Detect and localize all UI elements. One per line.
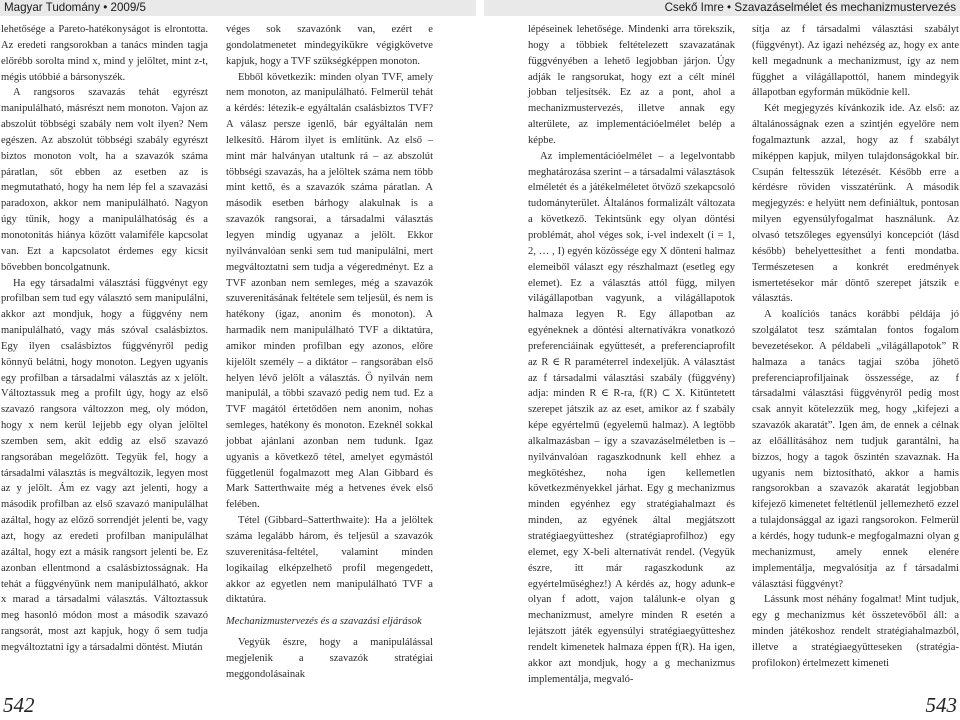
paragraph: A koalíciós tanács korábbi példája jó szolgálatot tesz számtalan fontos fogalom bevezetésekor. A példabeli „világállapotok” R halmaza a tanács tagjai szóba jöhető preferenciaprofiljainak összessége, az f társadalmi választási függvényről pedig most csak annyit kötelezzük meg, hogy „kifejezi a szavazók akaratát”. Igen ám, de ennek a célnak az előállításához nem tudjuk garantálni, ha bízzos, hogy a tagok őszintén szavaznak. Ha ugyanis nem biztosítható, akkor a hamis rangsorokban a szavazók akaratát legjobban kifejező kimenetet feltétlenül jellemezhető ezzel a tulajdonsággal az igazi rangsorokon. Felmerül a kérdés, hogy tudunk-e megfogalmazni olyan g mechanizmust, amely ennek elenére implementálja, megvalósítja az f társadalmi választási függvényt?: [752, 309, 959, 590]
paragraph: Az implementációelmélet – a legelvontabb meghatározása szerint – a társadalmi választások elméletét és a játékelméletet ötvöző szekapcsoló tudományterület. Általános formalizált változata a következő. Tekintsünk egy olyan döntési problémát, ahol véges sok, i-vel indexelt (i = 1, 2, … , I) egyén közössége egy X dönteni halmaz elemeiből választ egy részhalmazt (esetleg egy elemet). Ez a választás attól függ, milyen világállapotban vagyunk, a világállapotok halmaza legyen R. Egy állapotban az egyéneknek a döntési alternatívákra vonatkozó preferenciáinak együttesét, a preferenciaprofilt az R ∈ R paraméterrel indexeljük. A választást az f társadalmi választási szabály (függvény) adja: minden R ∈ R-ra, f(R) ⊂ X. Kitüntetett szerepet játszik az az eset, amikor az f szabály képe egyértelmű (egyelemű halmaz). A legtöbb alkalmazásban – így a szavazáselméletben is – nyilvánvalóan ragaszkodnunk kell ehhez a megkötéshez, noha igen kellemetlen következményekkel járhat. Egy g mechanizmus minden egyénhez egy stratégiahalmazt és minden, az egyének által megjátszott stratégiaegyütteshez (stratégiaprofilhoz) egy elemet, egy X-beli alternatívát rendel. (Vegyük észre, itt már ragaszkodunk az egyértelműséghez!) A kérdés az, hogy adunk-e olyan f adott, vajon találunk-e olyan g mechanizmust, amelyre minden R esetén a lejátszott játék egyensúlyi stratégiaegyütteshez rendelt kimenetek halmaza éppen f(R). Ha igen, akkor azt mondjuk, hogy a g mechanizmus implementálja, megvaló-: [528, 150, 735, 685]
paragraph: Ha egy társadalmi választási függvényt egy profilban sem tud egy választó sem manipulálni, akkor azt mondjuk, hogy a függvény nem manipulálható, vagy más szóval csalásbiztos. Egy ilyen csalásbiztos függvényről pedig könnyű belátni, hogy monoton. Legyen ugyanis egy profilban a társadalmi választás az x jelölt. Változtassuk meg a profilt úgy, hogy az első szavazó rangsora változzon meg, oly módon, hogy x nem kerül lejjebb egy olyan jelöltel szemben sem, akit eddig az első szavazó rangsorában megelőzött. Tegyük fel, hogy a társadalmi választás is megváltozik, legyen most az y jelölt. Ám ez vagy azt jelenti, hogy a második profilban az első szavazó manipulálhat azáltal, hogy az előző sorrendjét jelenti be, vagy azt, hogy az eredeti profilban manipulálhat azáltal, hogy ezt a másik rangsort jelenti be. Ez azonban ellentmond a csalásbiztosságnak. Ha tehát a függvényünk nem manipulálható, akkor x marad a társadalmi választás. Változtassuk meg hasonló módon most a második szavazó rangsorát, most azt kapjuk, hogy ő sem tudja megváltoztatni így a társadalmi döntést. Miután: [1, 277, 208, 653]
paragraph: lehetősége a Pareto-hatékonyságot is elrontotta. Az eredeti rangsorokban a tanács minden tagja előrébb sorolta mind x, mind y jelöltet, mint z-t, mégis utóbbié a bársonyszék.: [1, 24, 208, 83]
page-number-left: 542: [3, 693, 35, 717]
header-bar-right: [484, 0, 960, 16]
journal-header: Magyar Tudomány • 2009/5: [4, 1, 146, 14]
article-header: Csekő Imre • Szavazáselmélet és mechanizmustervezés: [664, 1, 956, 14]
text-column-2: [226, 22, 433, 680]
paragraph: sítja az f társadalmi választási szabályt (függvényt). Az igazi nehézség az, hogy ex ante kell megadnunk a mechanizmust, így az nem függhet a világállapottól, hanem mindegyik állapotban egyformán működnie kell.: [752, 24, 959, 99]
page-number-right: 543: [925, 693, 957, 717]
text-column-3: [528, 22, 735, 685]
theorem-paragraph: Tétel (Gibbard–Satterthwaite): Ha a jelöltek száma legalább három, és teljesül a szavazók szuverenitása-feltétel, valamint minden logikailag elképzelhető profil megengedett, akkor az egyetlen nem manipulálható TVF a diktatúra.: [226, 515, 433, 606]
header-bar-left: [0, 0, 476, 16]
paragraph: Ebből következik: minden olyan TVF, amely nem monoton, az manipulálható. Felmerül tehát a kérdés: létezik-e egyáltalán csalásbiztos TVF? A válasz persze igenlő, bár egyáltalán nem lelkesítő. Három ilyet is említünk. Az első – mint már halványan utaltunk rá – az abszolút többségi szavazás, ha a jelöltek száma nem több mint kettő, és a szavazók száma páratlan. A második esetben bárhogy alakulnak is a szavazók rangsorai, a társadalmi választás legyen mindig ugyanaz a jelölt. Ekkor nyilvánvalóan senki sem tud manipulálni, mert megváltoztatni sem tudja a végeredményt. Ez a TVF azonban nem semleges, még a szavazók szuverenitásának feltétele sem teljesül, és nem is hatékony (igaz, anonim és monoton). A harmadik nem manipulálható TVF a diktatúra, amikor minden profilban egy azonos, előre kijelölt személy – a diktátor – rangsorában első helyen lévő jelölt a választás. Ő nyilván nem manipulál, a többi szavazó pedig nem tud. Ez a TVF magától értetődően nem anonim, nohas semleges, hatékony és monoton. Ezeknél sokkal jobbat ajánlani azonban nem tudunk. Igaz ugyanis a következő tétel, amelyet egymástól függetlenül fogalmazott meg Alan Gibbard és Mark Satterthwaite még a hetvenes évek első felében.: [226, 71, 433, 511]
paragraph: Vegyük észre, hogy a manipulálással megjelenik a szavazók stratégiai meggondolásainak: [226, 637, 433, 680]
paragraph: Lássunk most néhány fogalmat! Mint tudjuk, egy g mechanizmus két összetevőből áll: a minden játékoshoz rendelt stratégiahalmazból, illetve a stratégiaegyütteseken (stratégia-profilokon) értelmezett kimeneti: [752, 594, 959, 669]
paragraph: A rangsoros szavazás tehát egyrészt manipulálható, másrészt nem monoton. Vajon az abszolút többségi szabály nem volt ilyen? Nem egészen. Az abszolút többségi szabály egyrészt biztos monoton volt, ha a szavazók száma páratlan, sőt ebben az esetben az is megmutatható, hogy ha nem lép fel a szavazási paradoxon, akkor nem manipulálható. Nagyon úgy tűnik, hogy a manipulálhatóság és a monotonitás hiánya között valamiféle kapcsolat van. Ezt a kapcsolatot érdemes egy kicsit bővebben boncolgatnunk.: [1, 87, 208, 273]
section-heading: Mechanizmustervezés és a szavazási eljárások: [226, 616, 422, 628]
paragraph: Két megjegyzés kívánkozik ide. Az első: az általánosságnak ezen a szintjén egyelőre nem fogalmaztunk azzal, hogy az f szabályt miképpen kapjuk, milyen tulajdonságokkal bír. Csupán feltesszük létezését. Később erre a kérdésre röviden visszatérünk. A második megjegyzés: e helyütt nem definiáltuk, pontosan milyen egyensúlyfogalmat használunk. Az olvasó tetszőleges egyensúlyi koncepciót (lásd később) behelyettesíthet a fenti mondatba. Természetesen a konkrét eredmények ismertetésekor már döntő szerepet játszik e választás.: [752, 103, 959, 305]
paragraph: lépéseinek lehetősége. Mindenki arra törekszik, hogy a többiek feltételezett szavazatának függvényében a lehető legjobban járjon. Úgy adják le rangsorukat, hogy ezt a célt minél jobban teljesítsék. Ez az a pont, ahol a mechanizmustervezés, illetve annak egy alterülete, az implementációelmélet belép a képbe.: [528, 24, 735, 146]
text-column-1: [1, 22, 208, 676]
paragraph: véges sok szavazónk van, ezért e gondolatmenetet mindegyikükre végigkövetve kapjuk, hogy a TVF szükségképpen monoton.: [226, 24, 433, 67]
text-column-4: [752, 22, 959, 676]
